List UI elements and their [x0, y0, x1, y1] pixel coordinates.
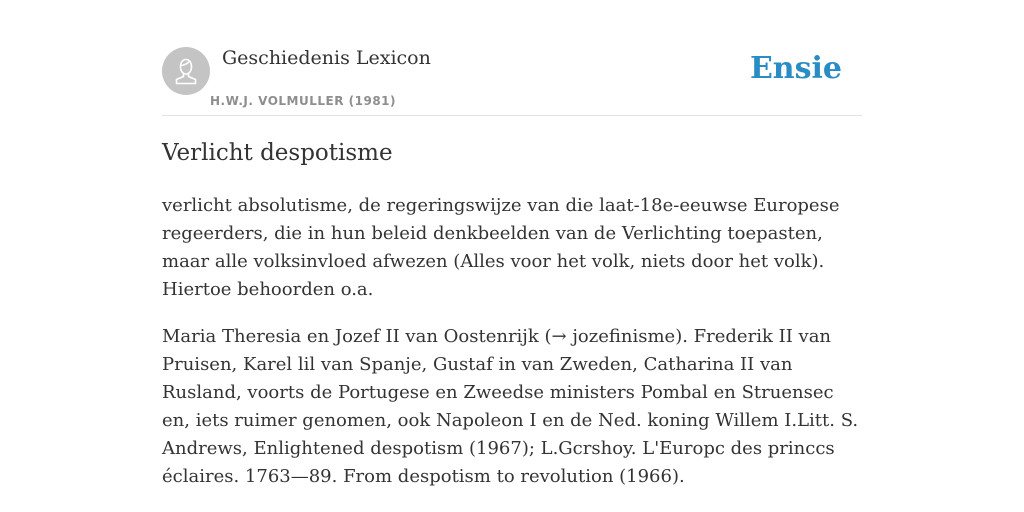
person-outline-icon [162, 47, 210, 95]
entry-paragraph: Maria Theresia en Jozef II van Oostenrijk (→ jozefinisme). Frederik II van Pruisen, Karel lil van Spanje, Gustaf in van Zweden, Catharina II van Rusland, voorts de Portugese en Zweedse ministers Pombal en Struensec en, iets ruimer genomen, ook Napoleon I en de Ned. koning Willem I.Litt. S. Andrews, Enlightened despotism (1967); L.Gcrshoy. L'Europc des princcs éclaires. 1763—89. From despotism to revolution (1966). [162, 326, 859, 487]
entry-paragraph: verlicht absolutisme, de regeringswijze van die laat-18e-eeuwse Europese regeerders, die in hun beleid denkbeelden van de Verlichting toepasten, maar alle volksinvloed afwezen (Alles voor het volk, niets door het volk). Hiertoe behoorden o.a. [162, 195, 840, 300]
user-avatar-icon[interactable] [162, 47, 210, 95]
author-label[interactable]: H.W.J. VOLMULLER (1981) [210, 94, 397, 108]
entry-header [162, 47, 862, 116]
source-title[interactable]: Geschiedenis Lexicon [222, 47, 431, 69]
entry-title: Verlicht despotisme [162, 140, 393, 166]
brand-logo[interactable]: Ensie [749, 51, 842, 86]
